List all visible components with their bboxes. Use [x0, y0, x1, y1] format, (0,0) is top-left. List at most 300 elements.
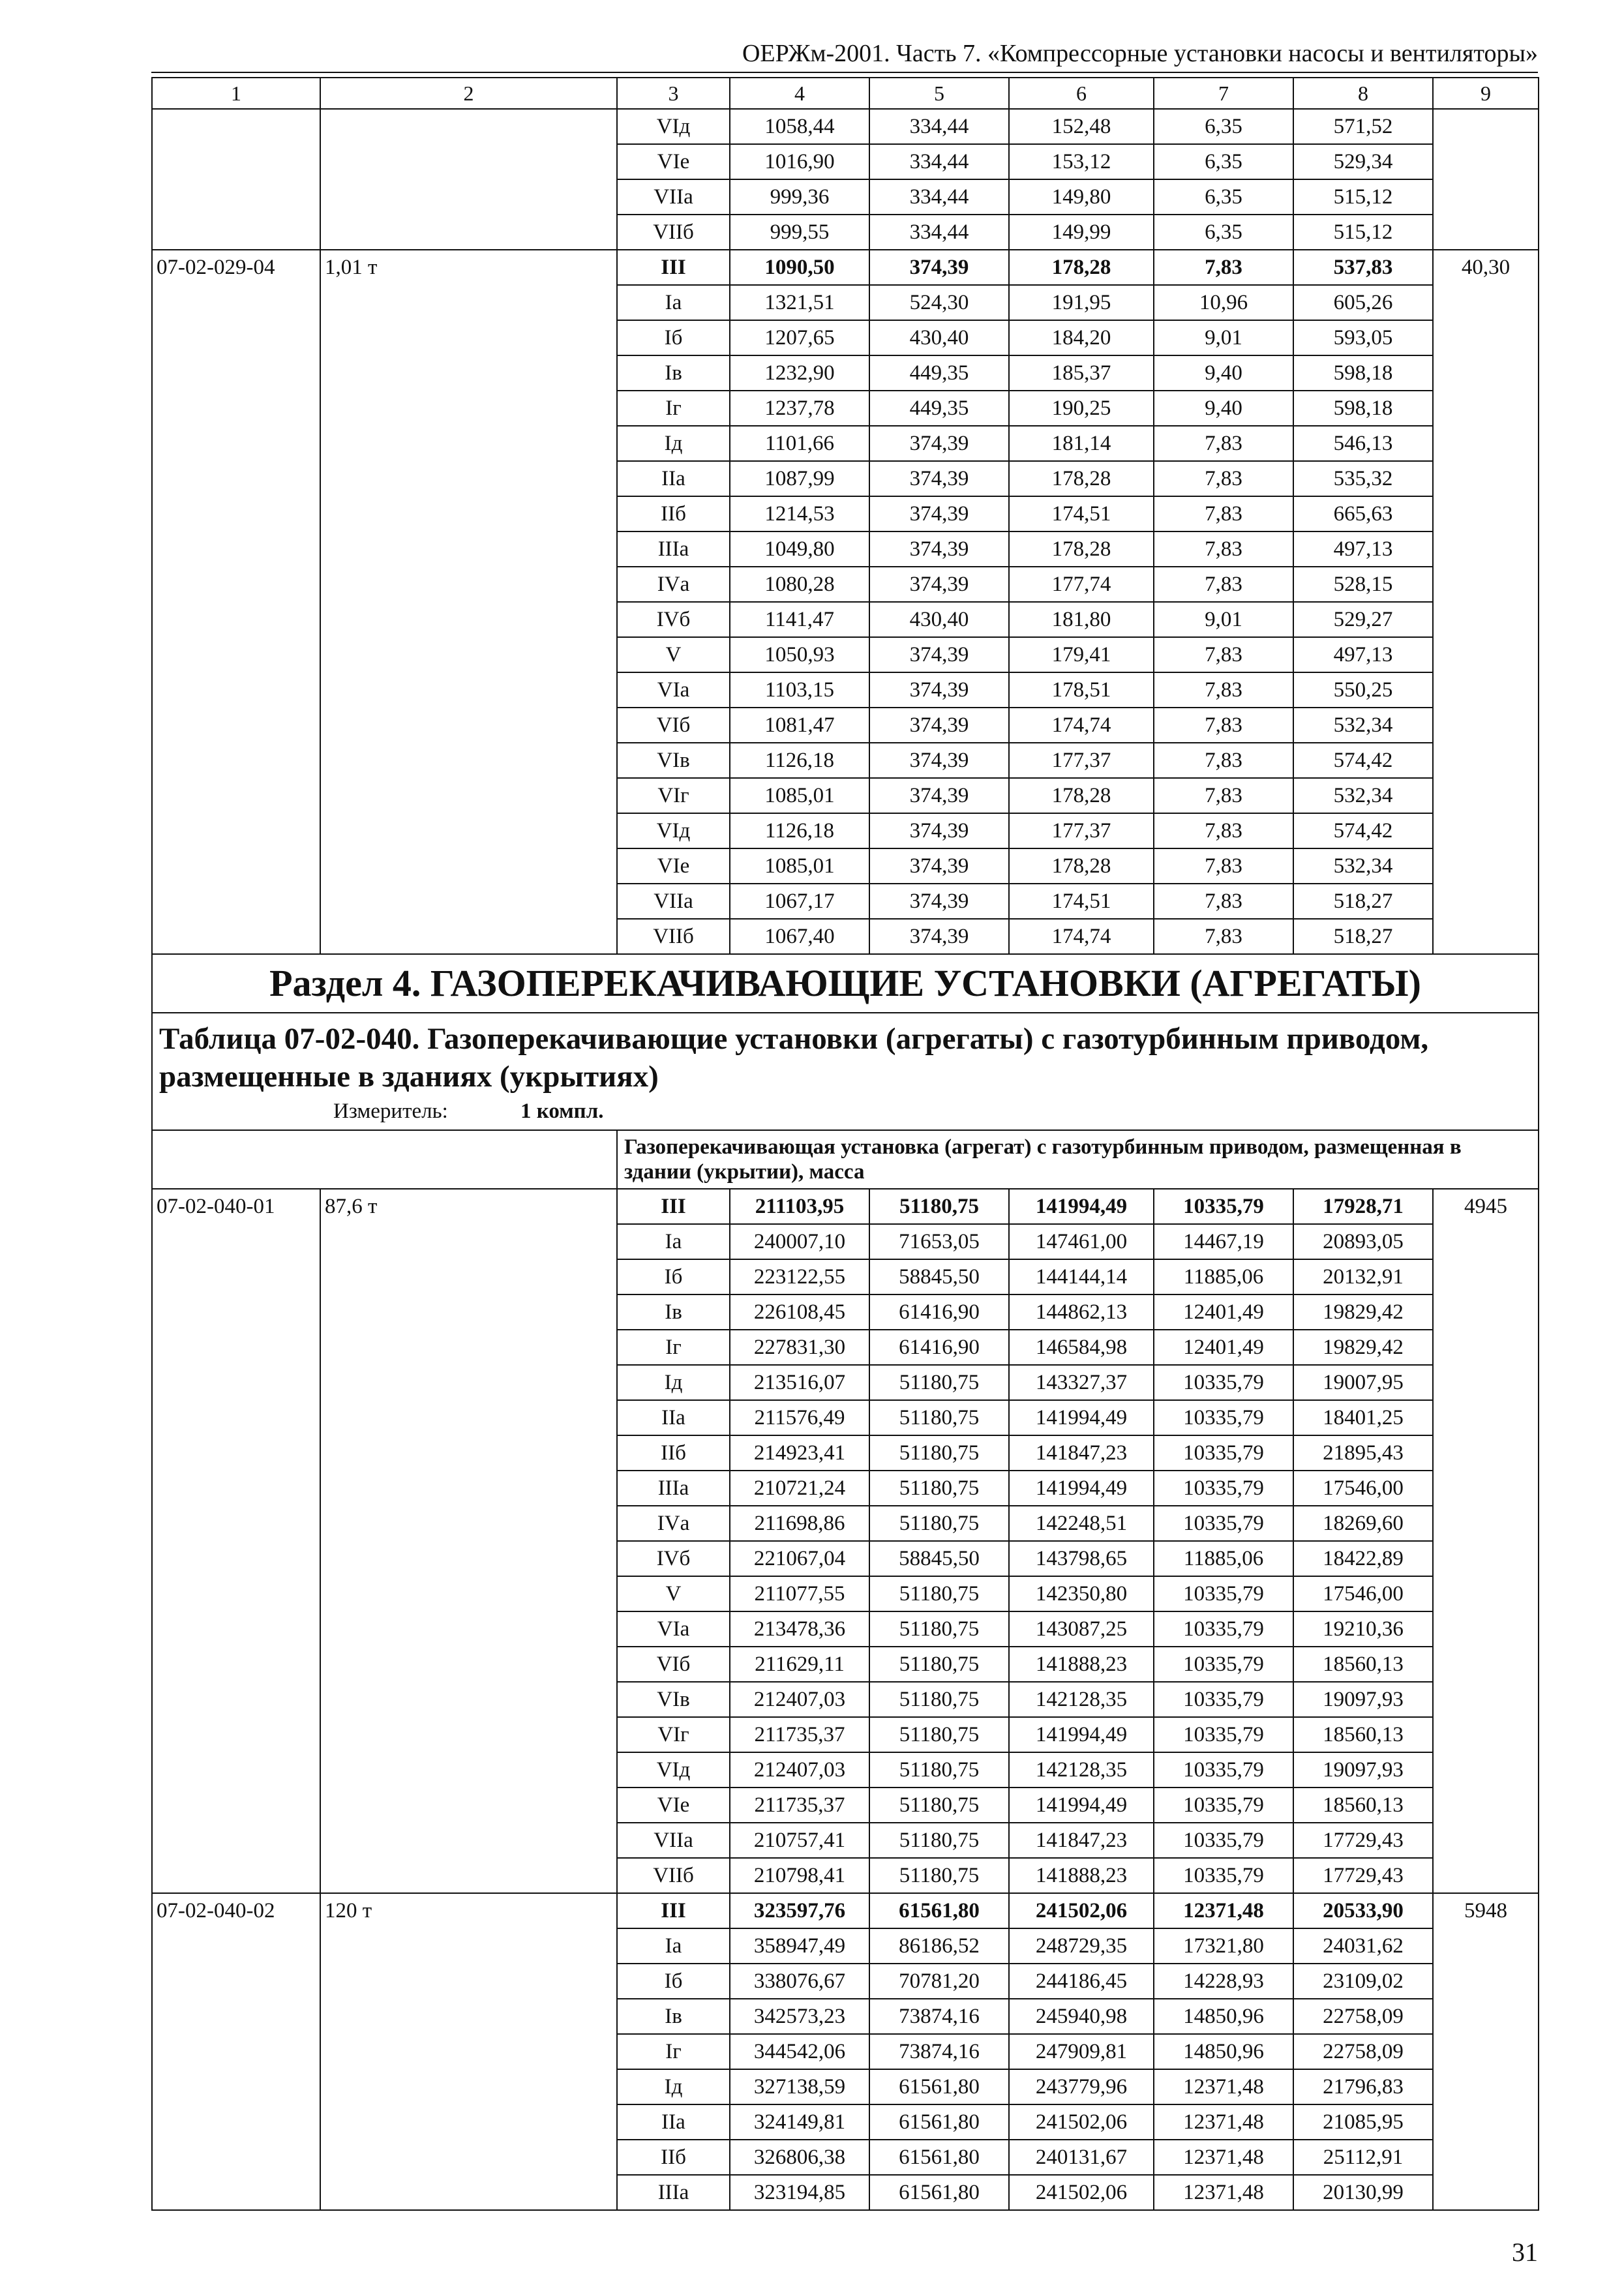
value-cell-c6: 152,48	[1009, 109, 1154, 144]
value-cell-c6: 185,37	[1009, 355, 1154, 391]
column-number: 8	[1293, 78, 1433, 109]
value-cell-c8: 17729,43	[1293, 1858, 1433, 1893]
value-cell-c8: 22758,09	[1293, 2034, 1433, 2069]
value-cell-c4: 1085,01	[730, 848, 869, 884]
value-cell-c5: 374,39	[869, 778, 1009, 813]
block-07-02-040-01	[152, 1189, 1539, 1893]
zone-cell: VIг	[617, 1717, 730, 1752]
zone-cell: IIIа	[617, 1471, 730, 1506]
value-cell-c6: 184,20	[1009, 320, 1154, 355]
value-cell-c4: 211576,49	[730, 1400, 869, 1435]
zone-cell: III	[617, 1893, 730, 1928]
value-cell-c8: 18560,13	[1293, 1717, 1433, 1752]
value-cell-c6: 178,28	[1009, 250, 1154, 285]
zone-cell: Iв	[617, 355, 730, 391]
value-cell-c7: 10335,79	[1154, 1752, 1293, 1788]
value-cell-c8: 598,18	[1293, 391, 1433, 426]
value-cell-c8: 19829,42	[1293, 1330, 1433, 1365]
extra-cell	[1433, 109, 1539, 250]
value-cell-c7: 10335,79	[1154, 1858, 1293, 1893]
value-cell-c6: 144862,13	[1009, 1294, 1154, 1330]
value-cell-c5: 374,39	[869, 848, 1009, 884]
value-cell-c8: 19097,93	[1293, 1682, 1433, 1717]
value-cell-c8: 665,63	[1293, 496, 1433, 531]
value-cell-c5: 51180,75	[869, 1647, 1009, 1682]
value-cell-c7: 7,83	[1154, 778, 1293, 813]
value-cell-c5: 61561,80	[869, 2140, 1009, 2175]
value-cell-c6: 174,74	[1009, 708, 1154, 743]
value-cell-c7: 14228,93	[1154, 1964, 1293, 1999]
value-cell-c6: 141994,49	[1009, 1471, 1154, 1506]
group-description-row	[152, 1130, 1539, 1189]
zone-cell: VIIа	[617, 179, 730, 215]
value-cell-c4: 210757,41	[730, 1823, 869, 1858]
value-cell-c4: 210798,41	[730, 1858, 869, 1893]
value-cell-c8: 515,12	[1293, 179, 1433, 215]
value-cell-c4: 211735,37	[730, 1788, 869, 1823]
zone-cell: IVб	[617, 602, 730, 637]
page-number: 31	[1512, 2237, 1538, 2267]
value-cell-c7: 6,35	[1154, 215, 1293, 250]
value-cell-c7: 12371,48	[1154, 2104, 1293, 2140]
zone-cell: Iд	[617, 426, 730, 461]
value-cell-c7: 9,40	[1154, 391, 1293, 426]
block-07-02-029-04	[152, 250, 1539, 954]
value-cell-c4: 1016,90	[730, 144, 869, 179]
value-cell-c8: 571,52	[1293, 109, 1433, 144]
value-cell-c7: 10335,79	[1154, 1647, 1293, 1682]
block-continued	[152, 109, 1539, 250]
value-cell-c5: 51180,75	[869, 1682, 1009, 1717]
zone-cell: VIIб	[617, 919, 730, 954]
value-cell-c5: 51180,75	[869, 1189, 1009, 1224]
value-cell-c6: 141994,49	[1009, 1788, 1154, 1823]
value-cell-c6: 142350,80	[1009, 1576, 1154, 1611]
zone-cell: V	[617, 637, 730, 672]
measure-label: Измеритель:	[333, 1100, 448, 1123]
zone-cell: VIе	[617, 1788, 730, 1823]
rates-table	[151, 77, 1539, 2211]
rate-code: 07-02-029-04	[152, 250, 320, 954]
value-cell-c5: 374,39	[869, 426, 1009, 461]
value-cell-c6: 141888,23	[1009, 1858, 1154, 1893]
value-cell-c4: 342573,23	[730, 1999, 869, 2034]
value-cell-c7: 10335,79	[1154, 1788, 1293, 1823]
zone-cell: Iг	[617, 1330, 730, 1365]
value-cell-c8: 22758,09	[1293, 1999, 1433, 2034]
value-cell-c7: 12371,48	[1154, 1893, 1293, 1928]
value-cell-c4: 1103,15	[730, 672, 869, 708]
value-cell-c8: 497,13	[1293, 637, 1433, 672]
value-cell-c4: 323597,76	[730, 1893, 869, 1928]
value-cell-c7: 12371,48	[1154, 2069, 1293, 2104]
value-cell-c8: 532,34	[1293, 848, 1433, 884]
value-cell-c8: 21895,43	[1293, 1435, 1433, 1471]
zone-cell: VIд	[617, 813, 730, 848]
value-cell-c4: 1090,50	[730, 250, 869, 285]
value-cell-c6: 142248,51	[1009, 1506, 1154, 1541]
value-cell-c8: 19097,93	[1293, 1752, 1433, 1788]
value-cell-c5: 61561,80	[869, 2069, 1009, 2104]
zone-cell: Iб	[617, 1259, 730, 1294]
value-cell-c6: 146584,98	[1009, 1330, 1154, 1365]
value-cell-c4: 1232,90	[730, 355, 869, 391]
value-cell-c8: 532,34	[1293, 778, 1433, 813]
value-cell-c4: 240007,10	[730, 1224, 869, 1259]
value-cell-c8: 20132,91	[1293, 1259, 1433, 1294]
value-cell-c5: 51180,75	[869, 1823, 1009, 1858]
zone-cell: Iд	[617, 2069, 730, 2104]
value-cell-c5: 73874,16	[869, 2034, 1009, 2069]
value-cell-c7: 12401,49	[1154, 1294, 1293, 1330]
value-cell-c7: 17321,80	[1154, 1928, 1293, 1964]
rate-code	[152, 109, 320, 250]
value-cell-c5: 86186,52	[869, 1928, 1009, 1964]
zone-cell: VIб	[617, 708, 730, 743]
table-row	[152, 250, 1539, 285]
mass-cell: 120 т	[320, 1893, 617, 2210]
value-cell-c6: 241502,06	[1009, 2175, 1154, 2210]
mass-cell: 1,01 т	[320, 250, 617, 954]
value-cell-c8: 574,42	[1293, 813, 1433, 848]
value-cell-c5: 374,39	[869, 531, 1009, 567]
value-cell-c5: 61561,80	[869, 2175, 1009, 2210]
value-cell-c7: 7,83	[1154, 250, 1293, 285]
value-cell-c4: 1058,44	[730, 109, 869, 144]
value-cell-c6: 174,74	[1009, 919, 1154, 954]
value-cell-c6: 244186,45	[1009, 1964, 1154, 1999]
table-title-cell	[152, 1013, 1539, 1130]
column-number: 3	[617, 78, 730, 109]
value-cell-c5: 51180,75	[869, 1717, 1009, 1752]
value-cell-c4: 210721,24	[730, 1471, 869, 1506]
value-cell-c5: 374,39	[869, 813, 1009, 848]
value-cell-c6: 141994,49	[1009, 1400, 1154, 1435]
value-cell-c5: 374,39	[869, 919, 1009, 954]
value-cell-c8: 18401,25	[1293, 1400, 1433, 1435]
value-cell-c6: 191,95	[1009, 285, 1154, 320]
value-cell-c6: 241502,06	[1009, 2104, 1154, 2140]
value-cell-c4: 223122,55	[730, 1259, 869, 1294]
value-cell-c7: 7,83	[1154, 461, 1293, 496]
block-07-02-040-02	[152, 1893, 1539, 2210]
column-number: 7	[1154, 78, 1293, 109]
value-cell-c8: 593,05	[1293, 320, 1433, 355]
value-cell-c6: 247909,81	[1009, 2034, 1154, 2069]
zone-cell: V	[617, 1576, 730, 1611]
rate-code: 07-02-040-02	[152, 1893, 320, 2210]
section-title: Раздел 4. ГАЗОПЕРЕКАЧИВАЮЩИЕ УСТАНОВКИ (АГРЕГАТЫ)	[152, 954, 1539, 1013]
zone-cell: IIб	[617, 496, 730, 531]
value-cell-c6: 178,28	[1009, 778, 1154, 813]
value-cell-c5: 51180,75	[869, 1471, 1009, 1506]
value-cell-c5: 51180,75	[869, 1788, 1009, 1823]
value-cell-c7: 14467,19	[1154, 1224, 1293, 1259]
value-cell-c5: 51180,75	[869, 1858, 1009, 1893]
zone-cell: Iб	[617, 320, 730, 355]
value-cell-c4: 211077,55	[730, 1576, 869, 1611]
value-cell-c4: 211735,37	[730, 1717, 869, 1752]
mass-cell: 87,6 т	[320, 1189, 617, 1893]
value-cell-c5: 51180,75	[869, 1506, 1009, 1541]
value-cell-c5: 374,39	[869, 637, 1009, 672]
value-cell-c5: 58845,50	[869, 1259, 1009, 1294]
value-cell-c8: 518,27	[1293, 919, 1433, 954]
value-cell-c4: 1321,51	[730, 285, 869, 320]
value-cell-c4: 1067,40	[730, 919, 869, 954]
value-cell-c7: 7,83	[1154, 567, 1293, 602]
value-cell-c8: 20893,05	[1293, 1224, 1433, 1259]
extra-cell: 4945	[1433, 1189, 1539, 1893]
value-cell-c6: 144144,14	[1009, 1259, 1154, 1294]
value-cell-c7: 14850,96	[1154, 2034, 1293, 2069]
value-cell-c4: 1081,47	[730, 708, 869, 743]
value-cell-c4: 1050,93	[730, 637, 869, 672]
value-cell-c7: 6,35	[1154, 179, 1293, 215]
zone-cell: IVа	[617, 567, 730, 602]
value-cell-c7: 7,83	[1154, 884, 1293, 919]
zone-cell: VIг	[617, 778, 730, 813]
value-cell-c8: 18560,13	[1293, 1647, 1433, 1682]
value-cell-c7: 7,83	[1154, 708, 1293, 743]
value-cell-c6: 248729,35	[1009, 1928, 1154, 1964]
zone-cell: VIIб	[617, 215, 730, 250]
zone-cell: Iа	[617, 285, 730, 320]
value-cell-c5: 334,44	[869, 144, 1009, 179]
value-cell-c5: 430,40	[869, 602, 1009, 637]
table-title: Таблица 07-02-040. Газоперекачивающие установки (агрегаты) с газотурбинным приводом, размещенные в зданиях (укрытиях)	[159, 1022, 1429, 1094]
value-cell-c6: 143327,37	[1009, 1365, 1154, 1400]
value-cell-c6: 178,28	[1009, 848, 1154, 884]
zone-cell: Iв	[617, 1999, 730, 2034]
zone-cell: Iг	[617, 391, 730, 426]
zone-cell: IVб	[617, 1541, 730, 1576]
zone-cell: III	[617, 1189, 730, 1224]
value-cell-c8: 18560,13	[1293, 1788, 1433, 1823]
value-cell-c7: 12371,48	[1154, 2140, 1293, 2175]
value-cell-c7: 10335,79	[1154, 1400, 1293, 1435]
value-cell-c4: 212407,03	[730, 1752, 869, 1788]
rate-code: 07-02-040-01	[152, 1189, 320, 1893]
value-cell-c5: 61416,90	[869, 1330, 1009, 1365]
measure-line	[159, 1098, 1531, 1124]
zone-cell: VIIа	[617, 884, 730, 919]
value-cell-c7: 10335,79	[1154, 1471, 1293, 1506]
value-cell-c4: 226108,45	[730, 1294, 869, 1330]
zone-cell: VIа	[617, 1611, 730, 1647]
zone-cell: Iг	[617, 2034, 730, 2069]
group-description: Газоперекачивающая установка (агрегат) с газотурбинным приводом, размещенная в здании (укрытии), масса	[617, 1130, 1539, 1189]
zone-cell: VIв	[617, 743, 730, 778]
value-cell-c4: 999,55	[730, 215, 869, 250]
value-cell-c6: 143798,65	[1009, 1541, 1154, 1576]
column-number: 1	[152, 78, 320, 109]
value-cell-c7: 7,83	[1154, 813, 1293, 848]
value-cell-c6: 177,37	[1009, 743, 1154, 778]
zone-cell: IVа	[617, 1506, 730, 1541]
value-cell-c6: 142128,35	[1009, 1682, 1154, 1717]
zone-cell: IIб	[617, 2140, 730, 2175]
mass-cell	[320, 109, 617, 250]
value-cell-c7: 10335,79	[1154, 1682, 1293, 1717]
zone-cell: IIа	[617, 2104, 730, 2140]
value-cell-c7: 7,83	[1154, 637, 1293, 672]
value-cell-c6: 174,51	[1009, 496, 1154, 531]
value-cell-c6: 181,80	[1009, 602, 1154, 637]
value-cell-c8: 18422,89	[1293, 1541, 1433, 1576]
value-cell-c6: 241502,06	[1009, 1893, 1154, 1928]
value-cell-c8: 532,34	[1293, 708, 1433, 743]
value-cell-c6: 149,99	[1009, 215, 1154, 250]
zone-cell: Iв	[617, 1294, 730, 1330]
value-cell-c7: 6,35	[1154, 144, 1293, 179]
zone-cell: IIIа	[617, 2175, 730, 2210]
value-cell-c8: 20130,99	[1293, 2175, 1433, 2210]
value-cell-c5: 58845,50	[869, 1541, 1009, 1576]
value-cell-c4: 358947,49	[730, 1928, 869, 1964]
value-cell-c7: 7,83	[1154, 919, 1293, 954]
value-cell-c6: 245940,98	[1009, 1999, 1154, 2034]
value-cell-c5: 374,39	[869, 884, 1009, 919]
value-cell-c5: 374,39	[869, 496, 1009, 531]
value-cell-c5: 430,40	[869, 320, 1009, 355]
value-cell-c5: 51180,75	[869, 1752, 1009, 1788]
value-cell-c5: 374,39	[869, 461, 1009, 496]
value-cell-c5: 334,44	[869, 109, 1009, 144]
zone-cell: VIд	[617, 1752, 730, 1788]
value-cell-c6: 240131,67	[1009, 2140, 1154, 2175]
value-cell-c7: 12401,49	[1154, 1330, 1293, 1365]
value-cell-c5: 374,39	[869, 250, 1009, 285]
value-cell-c5: 51180,75	[869, 1576, 1009, 1611]
value-cell-c8: 21085,95	[1293, 2104, 1433, 2140]
extra-cell: 40,30	[1433, 250, 1539, 954]
value-cell-c8: 23109,02	[1293, 1964, 1433, 1999]
value-cell-c4: 1141,47	[730, 602, 869, 637]
value-cell-c8: 17546,00	[1293, 1576, 1433, 1611]
value-cell-c4: 344542,06	[730, 2034, 869, 2069]
value-cell-c7: 10335,79	[1154, 1717, 1293, 1752]
zone-cell: VIе	[617, 144, 730, 179]
value-cell-c4: 213516,07	[730, 1365, 869, 1400]
value-cell-c5: 51180,75	[869, 1400, 1009, 1435]
column-number-row	[152, 78, 1539, 109]
value-cell-c7: 10,96	[1154, 285, 1293, 320]
value-cell-c5: 374,39	[869, 567, 1009, 602]
value-cell-c4: 212407,03	[730, 1682, 869, 1717]
value-cell-c5: 73874,16	[869, 1999, 1009, 2034]
zone-cell: VIд	[617, 109, 730, 144]
value-cell-c5: 334,44	[869, 179, 1009, 215]
value-cell-c5: 71653,05	[869, 1224, 1009, 1259]
value-cell-c5: 374,39	[869, 672, 1009, 708]
value-cell-c4: 1067,17	[730, 884, 869, 919]
value-cell-c7: 12371,48	[1154, 2175, 1293, 2210]
value-cell-c4: 1049,80	[730, 531, 869, 567]
value-cell-c4: 327138,59	[730, 2069, 869, 2104]
value-cell-c6: 178,28	[1009, 531, 1154, 567]
value-cell-c4: 324149,81	[730, 2104, 869, 2140]
value-cell-c7: 10335,79	[1154, 1435, 1293, 1471]
value-cell-c6: 243779,96	[1009, 2069, 1154, 2104]
value-cell-c8: 19007,95	[1293, 1365, 1433, 1400]
value-cell-c4: 221067,04	[730, 1541, 869, 1576]
column-number: 6	[1009, 78, 1154, 109]
table-row	[152, 109, 1539, 144]
value-cell-c5: 334,44	[869, 215, 1009, 250]
value-cell-c6: 177,37	[1009, 813, 1154, 848]
zone-cell: Iд	[617, 1365, 730, 1400]
value-cell-c4: 213478,36	[730, 1611, 869, 1647]
value-cell-c7: 9,01	[1154, 320, 1293, 355]
value-cell-c5: 61416,90	[869, 1294, 1009, 1330]
value-cell-c5: 524,30	[869, 285, 1009, 320]
zone-cell: IIа	[617, 461, 730, 496]
zone-cell: VIв	[617, 1682, 730, 1717]
value-cell-c4: 214923,41	[730, 1435, 869, 1471]
zone-cell: Iб	[617, 1964, 730, 1999]
value-cell-c8: 529,34	[1293, 144, 1433, 179]
value-cell-c4: 1207,65	[730, 320, 869, 355]
zone-cell: IIа	[617, 1400, 730, 1435]
zone-cell: VIе	[617, 848, 730, 884]
value-cell-c8: 497,13	[1293, 531, 1433, 567]
value-cell-c8: 20533,90	[1293, 1893, 1433, 1928]
value-cell-c4: 326806,38	[730, 2140, 869, 2175]
column-number: 5	[869, 78, 1009, 109]
value-cell-c6: 179,41	[1009, 637, 1154, 672]
value-cell-c4: 338076,67	[730, 1964, 869, 1999]
value-cell-c5: 51180,75	[869, 1611, 1009, 1647]
value-cell-c4: 211103,95	[730, 1189, 869, 1224]
value-cell-c6: 141994,49	[1009, 1189, 1154, 1224]
value-cell-c5: 61561,80	[869, 2104, 1009, 2140]
value-cell-c8: 574,42	[1293, 743, 1433, 778]
value-cell-c5: 61561,80	[869, 1893, 1009, 1928]
value-cell-c5: 374,39	[869, 708, 1009, 743]
section-row	[152, 954, 1539, 1013]
value-cell-c4: 999,36	[730, 179, 869, 215]
value-cell-c7: 11885,06	[1154, 1259, 1293, 1294]
zone-cell: VIб	[617, 1647, 730, 1682]
value-cell-c5: 449,35	[869, 391, 1009, 426]
value-cell-c8: 24031,62	[1293, 1928, 1433, 1964]
value-cell-c7: 7,83	[1154, 426, 1293, 461]
value-cell-c7: 14850,96	[1154, 1999, 1293, 2034]
value-cell-c6: 141847,23	[1009, 1823, 1154, 1858]
value-cell-c6: 141888,23	[1009, 1647, 1154, 1682]
value-cell-c4: 1080,28	[730, 567, 869, 602]
column-number: 9	[1433, 78, 1539, 109]
value-cell-c4: 323194,85	[730, 2175, 869, 2210]
value-cell-c8: 17928,71	[1293, 1189, 1433, 1224]
value-cell-c5: 449,35	[869, 355, 1009, 391]
value-cell-c8: 17546,00	[1293, 1471, 1433, 1506]
value-cell-c4: 1101,66	[730, 426, 869, 461]
table-row	[152, 1893, 1539, 1928]
header-title: ОЕРЖм-2001. Часть 7. «Компрессорные установки насосы и вентиляторы»	[742, 40, 1538, 67]
value-cell-c7: 7,83	[1154, 531, 1293, 567]
value-cell-c5: 51180,75	[869, 1365, 1009, 1400]
value-cell-c6: 178,28	[1009, 461, 1154, 496]
value-cell-c4: 1237,78	[730, 391, 869, 426]
value-cell-c4: 227831,30	[730, 1330, 869, 1365]
column-number: 2	[320, 78, 617, 109]
value-cell-c5: 51180,75	[869, 1435, 1009, 1471]
value-cell-c7: 7,83	[1154, 743, 1293, 778]
value-cell-c7: 9,01	[1154, 602, 1293, 637]
value-cell-c5: 70781,20	[869, 1964, 1009, 1999]
